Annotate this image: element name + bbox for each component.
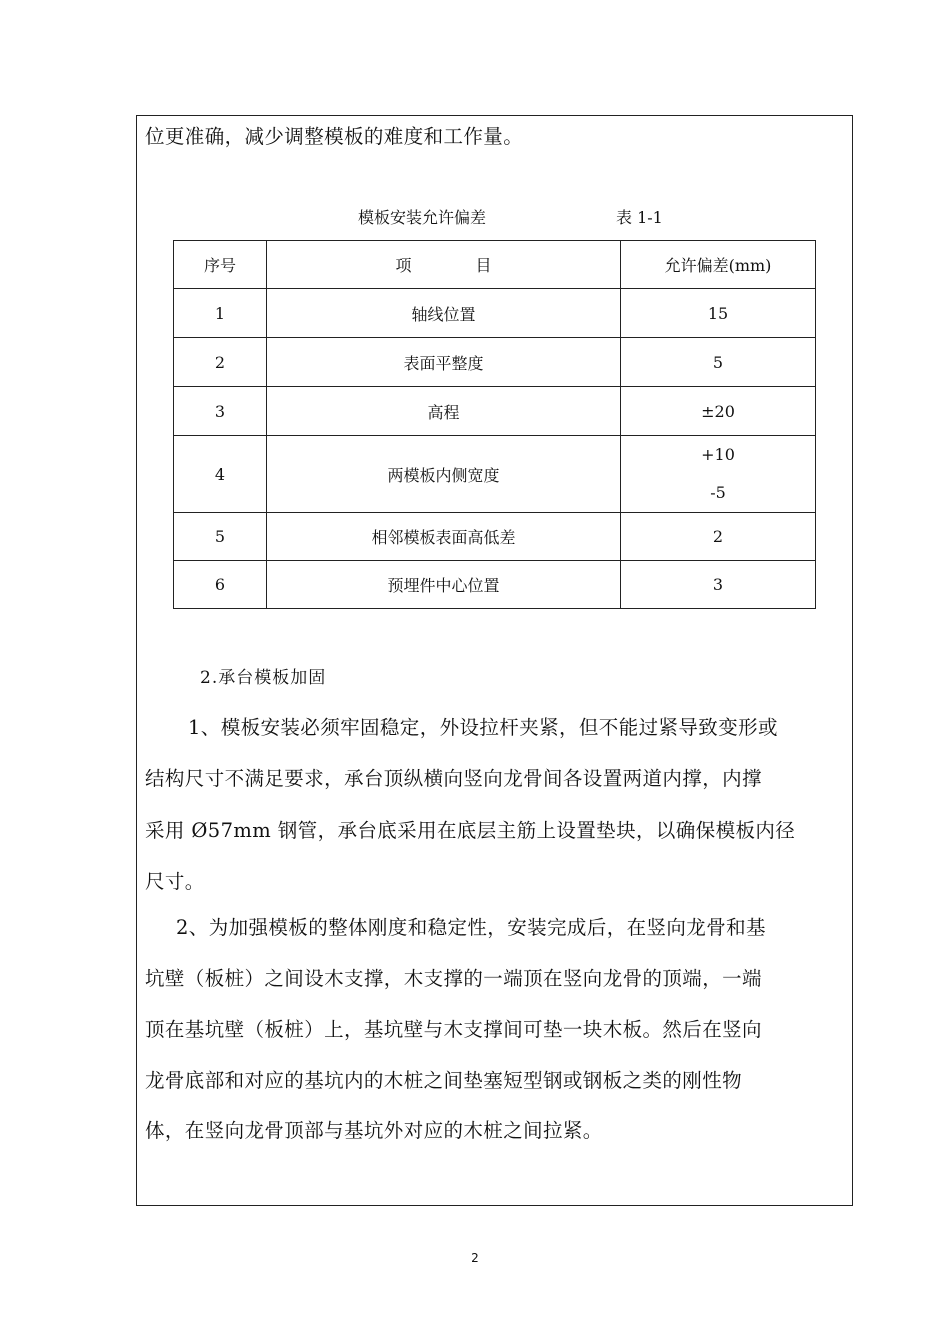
header-no: 序号 bbox=[174, 241, 267, 289]
paragraph2-line: 坑壁（板桩）之间设木支撑，木支撑的一端顶在竖向龙骨的顶端，一端 bbox=[145, 967, 762, 990]
row-item: 轴线位置 bbox=[267, 289, 621, 338]
paragraph2-line: 2、为加强模板的整体刚度和稳定性，安装完成后，在竖向龙骨和基 bbox=[176, 916, 766, 939]
row-tolerance bbox=[621, 436, 816, 513]
row-no: 6 bbox=[174, 561, 267, 609]
table-row bbox=[174, 436, 816, 513]
page-number: 2 bbox=[471, 1251, 479, 1265]
row-item: 表面平整度 bbox=[267, 338, 621, 387]
header-tolerance: 允许偏差(mm) bbox=[621, 241, 816, 289]
row-no: 4 bbox=[174, 436, 267, 513]
table-row bbox=[174, 561, 816, 609]
row-no: 5 bbox=[174, 513, 267, 561]
tolerance-lower: -5 bbox=[710, 483, 726, 502]
row-tolerance: 3 bbox=[621, 561, 816, 609]
section-heading: 2.承台模板加固 bbox=[200, 668, 327, 688]
row-item: 两模板内侧宽度 bbox=[267, 436, 621, 513]
tolerance-table bbox=[173, 240, 816, 609]
row-item: 相邻模板表面高低差 bbox=[267, 513, 621, 561]
paragraph1-line: 采用 Ø57mm 钢管，承台底采用在底层主筋上设置垫块，以确保模板内径 bbox=[145, 819, 796, 842]
header-item: 项 目 bbox=[267, 241, 621, 289]
row-item: 高程 bbox=[267, 387, 621, 436]
table-header-row bbox=[174, 241, 816, 289]
table-caption-number: 表 1-1 bbox=[616, 208, 663, 227]
row-no: 3 bbox=[174, 387, 267, 436]
paragraph2-line: 顶在基坑壁（板桩）上，基坑壁与木支撑间可垫一块木板。然后在竖向 bbox=[145, 1018, 762, 1041]
row-no: 1 bbox=[174, 289, 267, 338]
tolerance-upper: +10 bbox=[701, 445, 735, 464]
row-tolerance: ±20 bbox=[621, 387, 816, 436]
paragraph1-line: 尺寸。 bbox=[145, 870, 205, 893]
table-caption-title: 模板安装允许偏差 bbox=[358, 208, 487, 227]
table-row bbox=[174, 338, 816, 387]
paragraph2-line: 龙骨底部和对应的基坑内的木桩之间垫塞短型钢或钢板之类的刚性物 bbox=[145, 1069, 743, 1092]
table-row bbox=[174, 387, 816, 436]
row-tolerance: 15 bbox=[621, 289, 816, 338]
intro-line: 位更准确，减少调整模板的难度和工作量。 bbox=[145, 125, 524, 148]
row-tolerance: 2 bbox=[621, 513, 816, 561]
table-row bbox=[174, 289, 816, 338]
paragraph1-line: 1、模板安装必须牢固稳定，外设拉杆夹紧，但不能过紧导致变形或 bbox=[188, 716, 778, 739]
row-no: 2 bbox=[174, 338, 267, 387]
paragraph1-line: 结构尺寸不满足要求，承台顶纵横向竖向龙骨间各设置两道内撑，内撑 bbox=[145, 767, 762, 790]
row-item: 预埋件中心位置 bbox=[267, 561, 621, 609]
paragraph2-line: 体，在竖向龙骨顶部与基坑外对应的木桩之间拉紧。 bbox=[145, 1119, 603, 1142]
row-tolerance: 5 bbox=[621, 338, 816, 387]
table-row bbox=[174, 513, 816, 561]
